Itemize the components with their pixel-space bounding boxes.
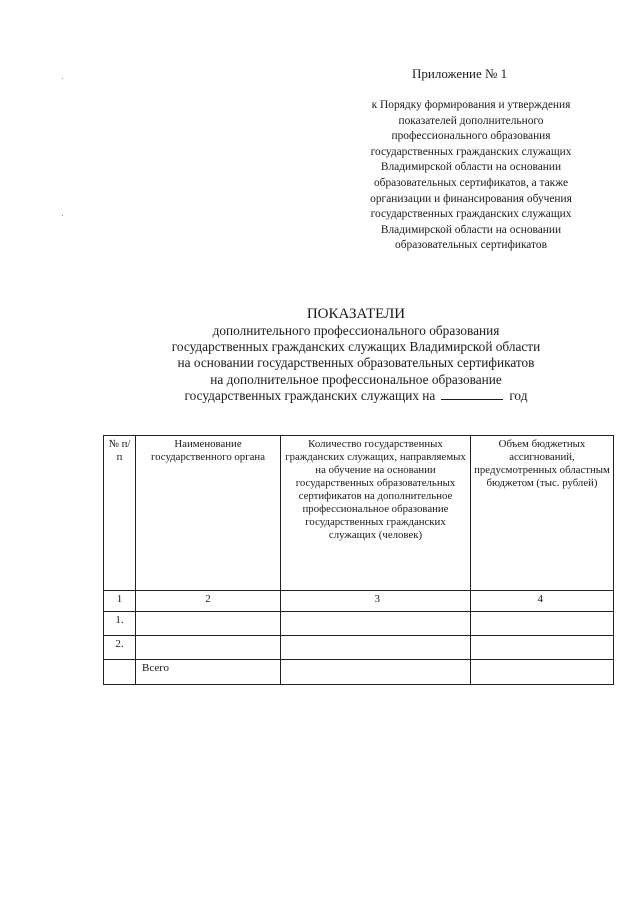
appendix-reference-line: государственных гражданских служащих (370, 208, 572, 221)
header-cell-budget: Объем бюджетных ассигнований, предусмотренных областным бюджетом (тыс. рублей) (471, 436, 614, 591)
appendix-reference-line: образовательных сертификатов (395, 239, 547, 252)
title-line: на дополнительное профессиональное образование (210, 371, 502, 387)
appendix-reference-line: образовательных сертификатов, а также (373, 176, 568, 189)
total-employee-cell[interactable] (281, 660, 471, 685)
title-last-line (100, 388, 612, 404)
appendix-reference-line: профессионального образования (391, 130, 551, 143)
table-row (104, 636, 614, 660)
header-cell-number: № п/п (104, 436, 136, 591)
appendix-reference-line: показателей дополнительного (398, 114, 544, 127)
title-last-line-suffix: год (509, 387, 528, 403)
header-cell-employee-count: Количество государственных гражданских служащих, направляемых на обучение на основании государственных образовательных сертификатов на дополнительное профессиональное образование государственных гражданских служащих (человек) (281, 436, 471, 591)
scan-speck (62, 215, 63, 216)
table-cell[interactable] (281, 636, 471, 660)
appendix-reference-line: государственных гражданских служащих (370, 145, 572, 158)
document-title (100, 305, 612, 404)
title-line: дополнительного профессионального образования (212, 323, 500, 338)
table-row (104, 612, 614, 636)
column-number: 2 (136, 591, 281, 612)
title-subtitle (100, 323, 612, 404)
appendix-reference-line: Владимирской области на основании (380, 161, 562, 174)
total-number-cell (104, 660, 136, 685)
column-number: 4 (471, 591, 614, 612)
total-budget-cell[interactable] (471, 660, 614, 685)
year-blank-field[interactable] (441, 389, 503, 400)
table-cell[interactable] (471, 636, 614, 660)
indicators-table (103, 435, 614, 685)
title-line: на основании государственных образовательных сертификатов (177, 355, 535, 371)
header-cell-agency: Наименование государственного органа (136, 436, 281, 591)
table-header-row (104, 436, 614, 591)
title-heading: ПОКАЗАТЕЛИ (306, 306, 406, 322)
appendix-reference-line: к Порядку формирования и утверждения (371, 99, 571, 111)
column-number: 1 (104, 591, 136, 612)
total-label: Всего (136, 660, 281, 685)
column-number: 3 (281, 591, 471, 612)
appendix-reference (340, 98, 602, 254)
total-row (104, 660, 614, 685)
appendix-reference-line: Владимирской области на основании (380, 223, 562, 236)
table-cell[interactable] (471, 612, 614, 636)
appendix-reference-line: организации и финансирования обучения (370, 192, 572, 205)
table-cell[interactable] (136, 636, 281, 660)
row-number: 2. (104, 636, 136, 660)
title-last-line-prefix: государственных гражданских служащих на (184, 387, 436, 403)
table-cell[interactable] (136, 612, 281, 636)
scan-speck (62, 78, 63, 79)
row-number: 1. (104, 612, 136, 636)
title-line: государственных гражданских служащих Владимирской области (171, 339, 541, 355)
table-cell[interactable] (281, 612, 471, 636)
column-numbers-row (104, 591, 614, 612)
appendix-number: Приложение № 1 (412, 66, 508, 81)
